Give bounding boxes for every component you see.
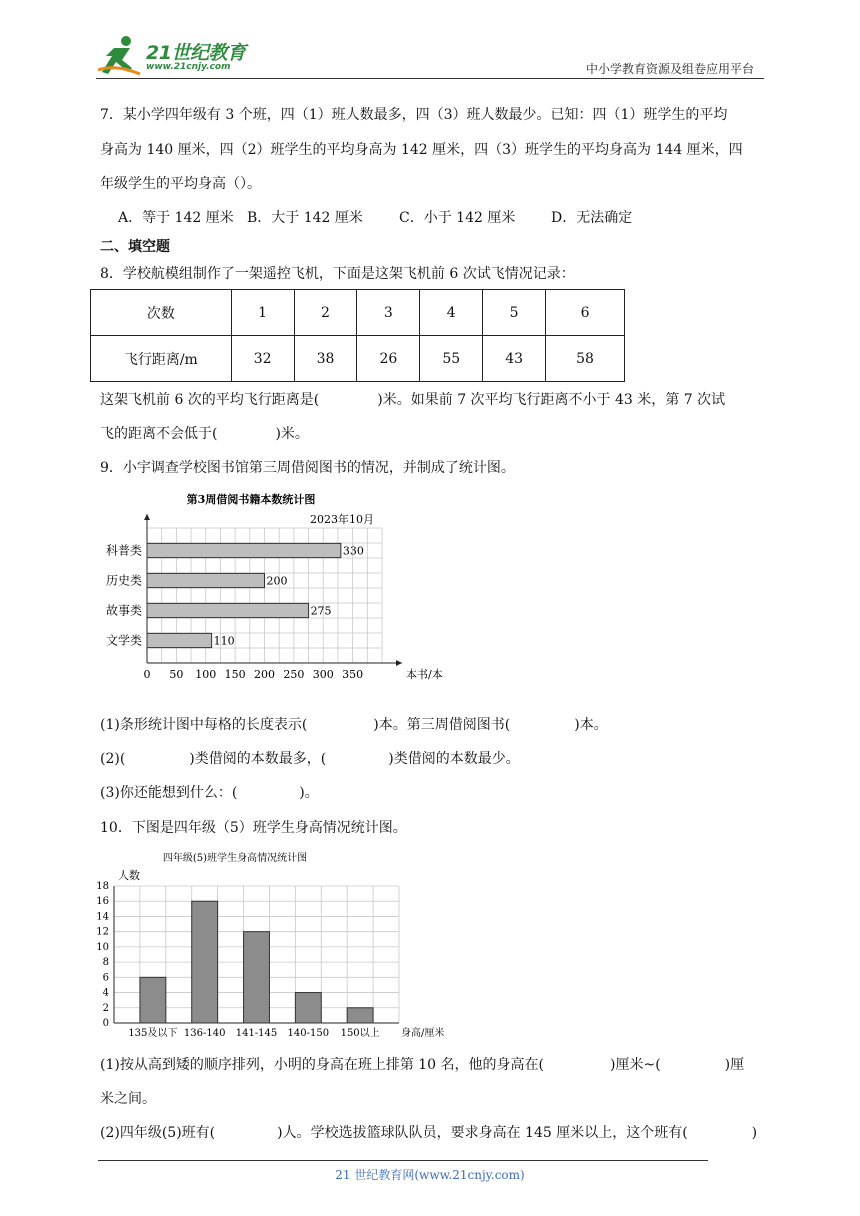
q7-line3: 年级学生的平均身高（）。 xyxy=(100,176,261,192)
y-tick-label: 4 xyxy=(102,987,109,999)
bar xyxy=(295,993,321,1023)
q9-text: )。 xyxy=(299,785,319,801)
y-tick-label: 8 xyxy=(102,957,109,969)
bar xyxy=(347,1008,373,1023)
q9-text: (1)条形统计图中每格的长度表示( xyxy=(100,717,308,733)
x-tick-label: 350 xyxy=(342,668,364,681)
q8-question-a xyxy=(100,390,725,410)
table-header-cell: 次数 xyxy=(91,290,232,336)
x-tick-label: 50 xyxy=(169,668,184,681)
category-label: 150以上 xyxy=(340,1028,380,1039)
q7-option-b[interactable]: B．大于 142 厘米 xyxy=(247,210,363,226)
table-row xyxy=(91,290,625,336)
y-tick-label: 12 xyxy=(96,926,109,938)
category-label: 140-150 xyxy=(287,1028,330,1039)
site-logo xyxy=(96,34,266,80)
x-tick-label: 0 xyxy=(143,668,151,681)
q10-sub2 xyxy=(100,1123,757,1143)
q7-option-c[interactable]: C．小于 142 厘米 xyxy=(399,210,516,226)
category-label: 科普类 xyxy=(105,543,142,558)
q9-text: (3)你还能想到什么：( xyxy=(100,785,238,801)
x-tick-label: 150 xyxy=(224,668,246,681)
x-axis-arrow xyxy=(396,660,402,666)
bar xyxy=(147,633,212,647)
data-label: 330 xyxy=(342,544,364,558)
y-tick-label: 14 xyxy=(96,911,109,923)
q10-sub1-line1 xyxy=(100,1055,744,1075)
category-label: 135及以下 xyxy=(128,1028,178,1039)
table-header-cell: 2 xyxy=(294,290,357,336)
q8-text: )米。 xyxy=(275,426,309,442)
table-cell: 26 xyxy=(357,336,420,382)
category-label: 故事类 xyxy=(105,603,142,618)
q10-text: )厘 xyxy=(724,1057,745,1073)
category-label: 141-145 xyxy=(235,1028,278,1039)
x-tick-label: 250 xyxy=(283,668,305,681)
q10-sub1-line2: 米之间。 xyxy=(100,1091,156,1107)
category-label: 文学类 xyxy=(105,633,142,648)
table-cell: 飞行距离/m xyxy=(91,336,232,382)
q10-text: (1)按从高到矮的顺序排列，小明的身高在班上排第 10 名，他的身高在( xyxy=(100,1057,545,1073)
data-label: 110 xyxy=(213,634,235,648)
q9-text: )类借阅的本数最多，( xyxy=(189,751,327,767)
bar xyxy=(147,603,309,617)
data-label: 275 xyxy=(310,604,332,618)
runner-logo-icon xyxy=(96,34,144,78)
footer-text: 21 世纪教育网(www.21cnjy.com) xyxy=(335,1168,525,1182)
table-header-cell: 5 xyxy=(483,290,546,336)
bar xyxy=(244,932,270,1023)
bar xyxy=(192,901,218,1023)
q7-option-a[interactable]: A．等于 142 厘米 xyxy=(118,210,234,226)
y-tick-label: 6 xyxy=(102,972,109,984)
table-header-cell: 3 xyxy=(357,290,420,336)
bar xyxy=(147,543,341,557)
q10-text: )厘米~( xyxy=(610,1057,661,1073)
q8-intro: 8．学校航模组制作了一架遥控飞机，下面是这架飞机前 6 次试飞情况记录： xyxy=(100,266,575,282)
logo-text: 21世纪教育 xyxy=(146,42,246,64)
table-cell: 38 xyxy=(294,336,357,382)
category-label: 历史类 xyxy=(105,573,142,588)
library-bar-chart xyxy=(90,486,443,686)
y-tick-label: 10 xyxy=(96,941,109,953)
q10-intro: 10．下图是四年级（5）班学生身高情况统计图。 xyxy=(100,820,407,836)
x-tick-label: 300 xyxy=(312,668,334,681)
chart-title: 四年级(5)班学生身高情况统计图 xyxy=(162,853,308,864)
q9-sub1 xyxy=(100,715,608,735)
height-bar-chart xyxy=(90,846,460,1042)
y-axis-arrow xyxy=(144,514,150,520)
table-header-cell: 6 xyxy=(546,290,625,336)
q10-text: (2)四年级(5)班有( xyxy=(100,1125,216,1141)
q9-text: )本。第三周借阅图书( xyxy=(373,717,511,733)
section-title: 二、填空题 xyxy=(100,239,170,255)
q9-text: )本。 xyxy=(574,717,608,733)
table-cell: 32 xyxy=(231,336,294,382)
data-label: 200 xyxy=(266,574,288,588)
q10-text: )人。学校选拔篮球队队员，要求身高在 145 厘米以上，这个班有( xyxy=(277,1125,688,1141)
y-tick-label: 0 xyxy=(102,1018,109,1029)
q9-sub2 xyxy=(100,749,520,769)
x-axis-label: 本书/本 xyxy=(406,668,443,681)
table-header-cell: 4 xyxy=(420,290,483,336)
q7-line2: 身高为 140 厘米，四（2）班学生的平均身高为 142 厘米，四（3）班学生的平均身高为 144 厘米，四 xyxy=(100,142,743,158)
q10-text: ) xyxy=(751,1125,758,1141)
table-header-cell: 1 xyxy=(231,290,294,336)
y-tick-label: 18 xyxy=(96,881,109,892)
header-platform-name: 中小学教育资源及组卷应用平台 xyxy=(585,62,754,76)
table-cell: 58 xyxy=(546,336,625,382)
bar xyxy=(140,977,166,1023)
q9-text: )类借阅的本数最少。 xyxy=(388,751,520,767)
logo-url: www.21cnjy.com xyxy=(146,62,231,72)
category-label: 136-140 xyxy=(183,1028,226,1039)
x-tick-label: 100 xyxy=(195,668,217,681)
table-cell: 55 xyxy=(420,336,483,382)
q9-sub3 xyxy=(100,783,319,803)
bar xyxy=(147,573,265,587)
header-divider xyxy=(96,78,764,79)
flight-record-table xyxy=(90,289,625,382)
q9-intro: 9．小宇调查学校图书馆第三周借阅图书的情况，并制成了统计图。 xyxy=(100,460,515,476)
q7-line1: 7．某小学四年级有 3 个班，四（1）班人数最多，四（3）班人数最少。已知：四（1）班学生的平均 xyxy=(100,107,728,123)
x-axis-label: 身高/厘米 xyxy=(401,1028,445,1039)
table-cell: 43 xyxy=(483,336,546,382)
q8-text: )米。如果前 7 次平均飞行距离不小于 43 米，第 7 次试 xyxy=(377,392,726,408)
chart-title: 第3周借阅书籍本数统计图 xyxy=(186,493,316,506)
footer-divider xyxy=(98,1160,708,1161)
y-tick-label: 2 xyxy=(102,1002,109,1014)
q8-text: 这架飞机前 6 次的平均飞行距离是( xyxy=(100,392,320,408)
y-axis-label: 人数 xyxy=(118,869,140,882)
q8-question-b xyxy=(100,424,309,444)
chart-subtitle: 2023年10月 xyxy=(310,513,374,526)
x-tick-label: 200 xyxy=(254,668,275,681)
y-tick-label: 16 xyxy=(96,896,109,908)
q8-text: 飞的距离不会低于( xyxy=(100,426,218,442)
table-row xyxy=(91,336,625,382)
q7-option-d[interactable]: D．无法确定 xyxy=(551,210,633,226)
q9-text: (2)( xyxy=(100,751,126,767)
